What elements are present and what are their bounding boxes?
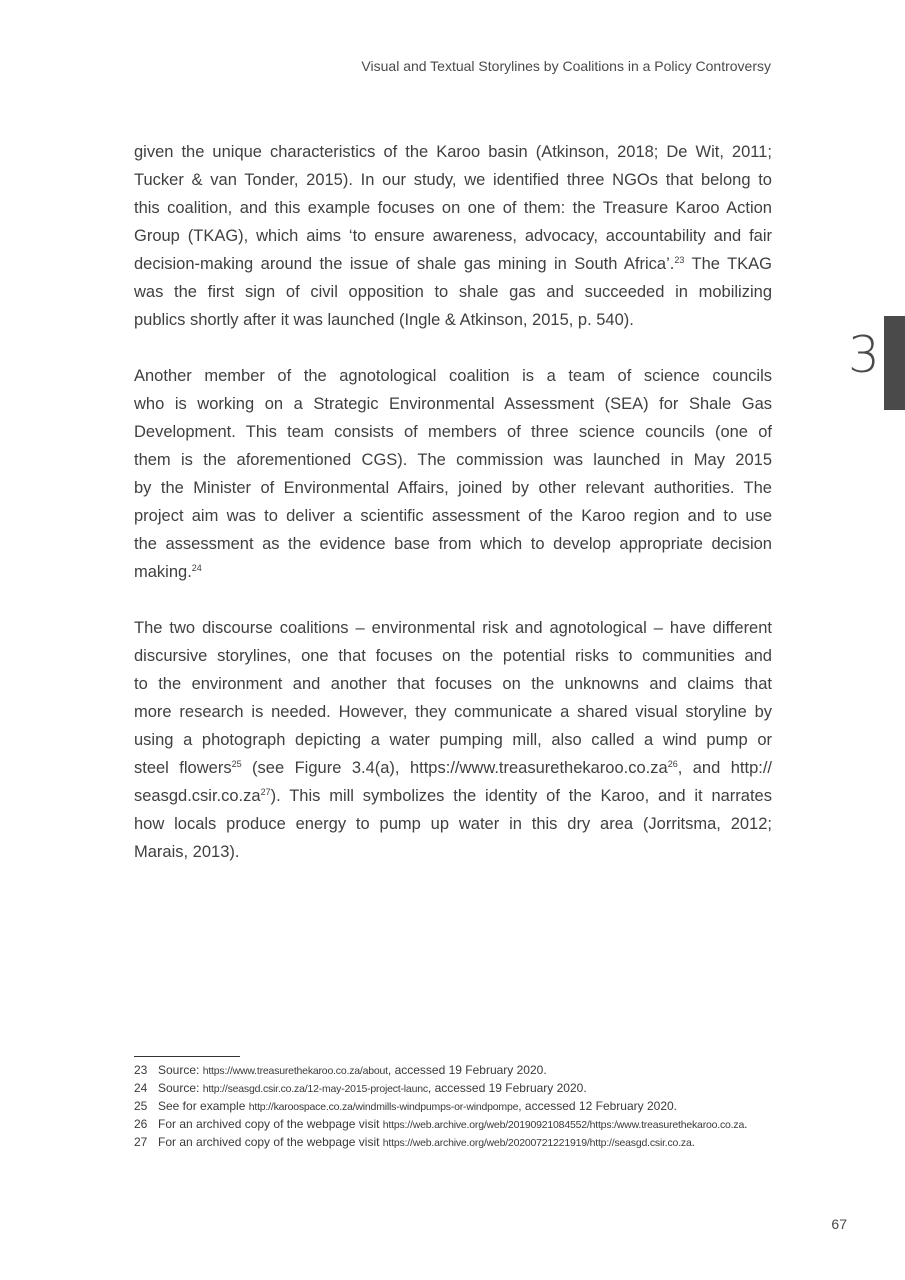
footnote-number: 25 [134, 1099, 148, 1113]
text-line: Another member of the agnotological coalition is a team of science councils [134, 367, 772, 385]
paragraph-1 [134, 138, 772, 334]
paragraph-3 [134, 614, 772, 866]
text-line: more research is needed. However, they communicate a shared visual storyline by [134, 703, 772, 721]
footnote-tail: . [691, 1135, 695, 1149]
text-line: Tucker & van Tonder, 2015). In our study, we identified three NGOs that belong to [134, 171, 772, 189]
footnote-lead: Source: [158, 1081, 203, 1095]
footnote-lead: See for example [158, 1099, 249, 1113]
text-line [134, 782, 772, 810]
text-line [134, 250, 772, 278]
chapter-number: 3 [848, 326, 878, 384]
footnote-ref-26[interactable]: 26 [667, 759, 678, 769]
footnote-lead: For an archived copy of the webpage visit [158, 1135, 383, 1149]
text-line: was the first sign of civil opposition to shale gas and succeeded in mobilizing [134, 283, 772, 301]
footnote-26 [134, 1116, 834, 1134]
text-line: The two discourse coalitions – environmental risk and agnotological – have different [134, 619, 772, 637]
footnote-number: 24 [134, 1081, 148, 1095]
footnote-link[interactable]: https://www.treasurethekaroo.co.za/about [202, 1065, 388, 1077]
text-line: project aim was to deliver a scientific assessment of the Karoo region and to use [134, 507, 772, 525]
body-text [134, 138, 772, 894]
text-segment: making. [134, 563, 192, 581]
text-line [134, 558, 772, 586]
text-segment: The TKAG [684, 255, 772, 273]
footnote-link[interactable]: https://web.archive.org/web/20200721221919/http://seasgd.csir.co.za [382, 1137, 692, 1149]
text-line: Development. This team consists of members of three science councils (one of [134, 423, 772, 441]
text-line [134, 754, 772, 782]
chapter-tab [884, 316, 905, 410]
footnote-ref-23[interactable]: 23 [674, 255, 685, 265]
footnote-tail: , accessed 12 February 2020. [518, 1099, 677, 1113]
text-line: to the environment and another that focuses on the unknowns and claims that [134, 675, 772, 693]
running-head: Visual and Textual Storylines by Coalitions in a Policy Controversy [361, 58, 771, 74]
text-segment: ). This mill symbolizes the identity of the Karoo, and it narrates [270, 787, 772, 805]
text-line: how locals produce energy to pump up water in this dry area (Jorritsma, 2012; [134, 815, 772, 833]
text-line: given the unique characteristics of the Karoo basin (Atkinson, 2018; De Wit, 2011; [134, 143, 772, 161]
text-segment: steel flowers [134, 759, 232, 777]
footnote-lead: For an archived copy of the webpage visit [158, 1117, 383, 1131]
footnote-rule [134, 1056, 240, 1057]
footnote-link[interactable]: https://web.archive.org/web/20190921084552/https:/www.treasurethekaroo.co.za [382, 1119, 745, 1131]
footnote-25 [134, 1098, 834, 1116]
footnote-ref-24[interactable]: 24 [191, 563, 202, 573]
footnote-number: 26 [134, 1117, 148, 1131]
text-line: using a photograph depicting a water pumping mill, also called a wind pump or [134, 731, 772, 749]
footnote-tail: . [744, 1117, 748, 1131]
text-line: this coalition, and this example focuses on one of them: the Treasure Karoo Action [134, 199, 772, 217]
paragraph-2 [134, 362, 772, 586]
footnote-24 [134, 1080, 834, 1098]
footnote-link[interactable]: http://karoospace.co.za/windmills-windpumps-or-windpompe [248, 1101, 519, 1113]
text-line: them is the aforementioned CGS). The commission was launched in May 2015 [134, 451, 772, 469]
footnote-ref-27[interactable]: 27 [260, 787, 271, 797]
footnotes [134, 1062, 834, 1152]
footnote-27 [134, 1134, 834, 1152]
text-line: the assessment as the evidence base from which to develop appropriate decision [134, 535, 772, 553]
text-line: publics shortly after it was launched (Ingle & Atkinson, 2015, p. 540). [134, 311, 634, 329]
text-segment: decision-making around the issue of shale gas mining in South Africa’. [134, 255, 675, 273]
footnote-tail: , accessed 19 February 2020. [387, 1063, 547, 1077]
footnote-lead: Source: [158, 1063, 203, 1077]
footnote-number: 27 [134, 1135, 148, 1149]
text-line: Group (TKAG), which aims ‘to ensure awareness, advocacy, accountability and fair [134, 227, 772, 245]
footnote-23 [134, 1062, 834, 1080]
text-line: Marais, 2013). [134, 843, 240, 861]
text-line: discursive storylines, one that focuses on the potential risks to communities and [134, 647, 772, 665]
footnote-tail: , accessed 19 February 2020. [427, 1081, 587, 1095]
footnote-ref-25[interactable]: 25 [231, 759, 242, 769]
text-line: who is working on a Strategic Environmental Assessment (SEA) for Shale Gas [134, 395, 772, 413]
text-segment: , and http:// [677, 759, 773, 777]
page-number: 67 [831, 1216, 847, 1232]
footnote-number: 23 [134, 1063, 148, 1077]
text-line: by the Minister of Environmental Affairs, joined by other relevant authorities. The [134, 479, 772, 497]
text-segment: seasgd.csir.co.za [134, 787, 261, 805]
text-segment: (see Figure 3.4(a), https://www.treasurethekaroo.co.za [241, 759, 668, 777]
footnote-link[interactable]: http://seasgd.csir.co.za/12-may-2015-project-launc [202, 1083, 428, 1095]
